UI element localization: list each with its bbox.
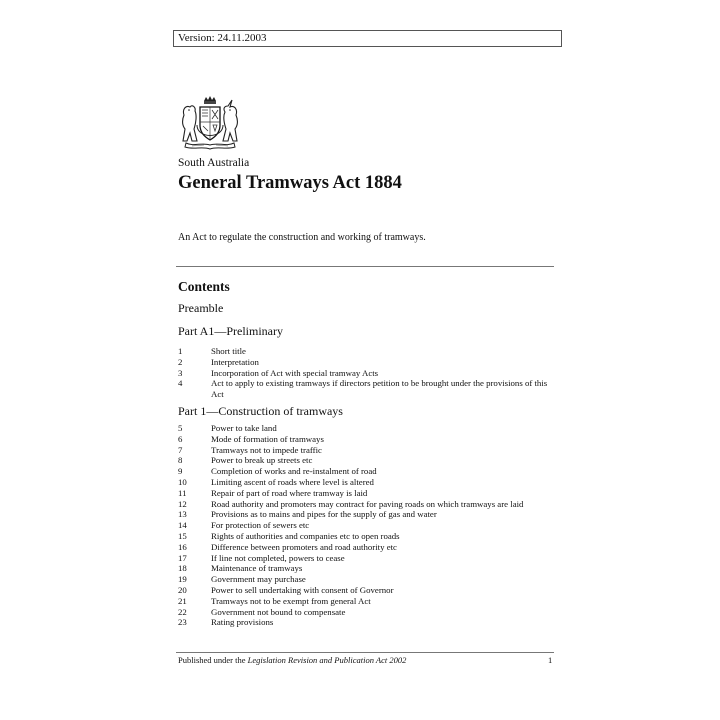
footer-prefix: Published under the [178,655,248,665]
toc-item-number: 19 [178,574,187,585]
footer-divider [176,652,554,653]
toc-item-title: Short title [211,346,246,356]
toc-item-title: Mode of formation of tramways [211,433,324,444]
toc-item-title: Provisions as to mains and pipes for the supply of gas and water [211,509,437,520]
toc-item[interactable] [178,596,551,607]
toc-item[interactable] [178,520,551,531]
toc-item[interactable] [178,346,551,357]
toc-item[interactable] [178,499,551,510]
version-text: Version: 24.11.2003 [178,32,267,44]
toc-item-number: 13 [178,509,187,520]
toc-item-title: Government not bound to compensate [211,606,346,617]
toc-item[interactable] [178,617,551,628]
long-title: An Act to regulate the construction and working of tramways. [178,232,426,243]
toc-item[interactable] [178,357,551,368]
toc-preamble[interactable]: Preamble [178,301,224,315]
toc-item-title: Interpretation [211,356,259,367]
toc-item-number: 10 [178,476,187,487]
toc-item-title: Limiting ascent of roads where level is altered [211,476,374,487]
toc-item-number: 1 [178,346,183,356]
toc-item-number: 8 [178,455,183,466]
toc-item-number: 20 [178,584,187,595]
toc-item-title: Tramways not to be exempt from general Act [211,595,371,606]
toc-item-number: 4 [178,378,183,389]
toc-list [178,346,551,400]
toc-item-number: 14 [178,520,187,531]
toc-item-title: Power to sell undertaking with consent of Governor [211,584,394,595]
toc-item-number: 9 [178,466,183,477]
toc-item-number: 21 [178,595,187,606]
toc-item-title: Power to break up streets etc [211,455,313,466]
toc-item-title: For protection of sewers etc [211,520,310,531]
toc-item-title: Act to apply to existing tramways if directors petition to be brought under the provisions of this Act [211,378,548,400]
toc-item-title: Rights of authorities and companies etc to open roads [211,530,400,541]
toc-item-title: Difference between promoters and road authority etc [211,541,397,552]
toc-item-title: Government may purchase [211,574,306,585]
part-heading[interactable]: Part A1—Preliminary [178,324,283,338]
toc-item-title: Rating provisions [211,617,274,628]
toc-item-number: 2 [178,356,183,367]
toc-item-title: Tramways not to impede traffic [211,444,322,455]
toc-item-title: Incorporation of Act with special tramway Acts [211,367,379,378]
toc-item[interactable] [178,531,551,542]
act-title: General Tramways Act 1884 [178,173,402,193]
toc-item-title: Road authority and promoters may contract for paving roads on which tramways are laid [211,498,524,509]
toc-item[interactable] [178,423,551,434]
toc-item-number: 22 [178,606,187,617]
toc-list [178,423,551,628]
toc-item[interactable] [178,466,551,477]
toc-item-number: 7 [178,444,183,455]
toc-item-number: 5 [178,423,183,433]
toc-item-number: 15 [178,530,187,541]
toc-item-number: 18 [178,563,187,574]
toc-item-number: 12 [178,498,187,509]
toc-item[interactable] [178,574,551,585]
toc-item-title: Maintenance of tramways [211,563,303,574]
toc-item[interactable] [178,488,551,499]
footer-act-name: Legislation Revision and Publication Act 2002 [247,655,407,665]
toc-item[interactable] [178,607,551,618]
coat-of-arms-icon [178,95,242,150]
part-heading[interactable]: Part 1—Construction of tramways [178,404,343,418]
toc-item[interactable] [178,553,551,564]
toc-item[interactable] [178,368,551,379]
toc-item-number: 3 [178,367,183,378]
toc-item[interactable] [178,378,551,400]
toc-item-number: 16 [178,541,187,552]
page-number: 1 [548,655,553,665]
toc-item-title: If line not completed, powers to cease [211,552,345,563]
toc-item[interactable] [178,585,551,596]
toc-item[interactable] [178,445,551,456]
toc-item[interactable] [178,563,551,574]
version-box [173,30,562,47]
jurisdiction: South Australia [178,157,250,169]
toc-item[interactable] [178,434,551,445]
contents-heading: Contents [178,279,230,294]
toc-item[interactable] [178,455,551,466]
divider [176,266,554,267]
footer-text [178,655,406,665]
toc-item-number: 6 [178,433,183,444]
toc-item-number: 23 [178,617,187,628]
toc-item[interactable] [178,542,551,553]
toc-item-number: 17 [178,552,187,563]
toc-item-title: Repair of part of road where tramway is laid [211,487,368,498]
toc-item[interactable] [178,509,551,520]
toc-item[interactable] [178,477,551,488]
toc-item-title: Completion of works and re-instalment of road [211,466,377,477]
toc-item-title: Power to take land [211,423,277,433]
toc-item-number: 11 [178,487,187,498]
